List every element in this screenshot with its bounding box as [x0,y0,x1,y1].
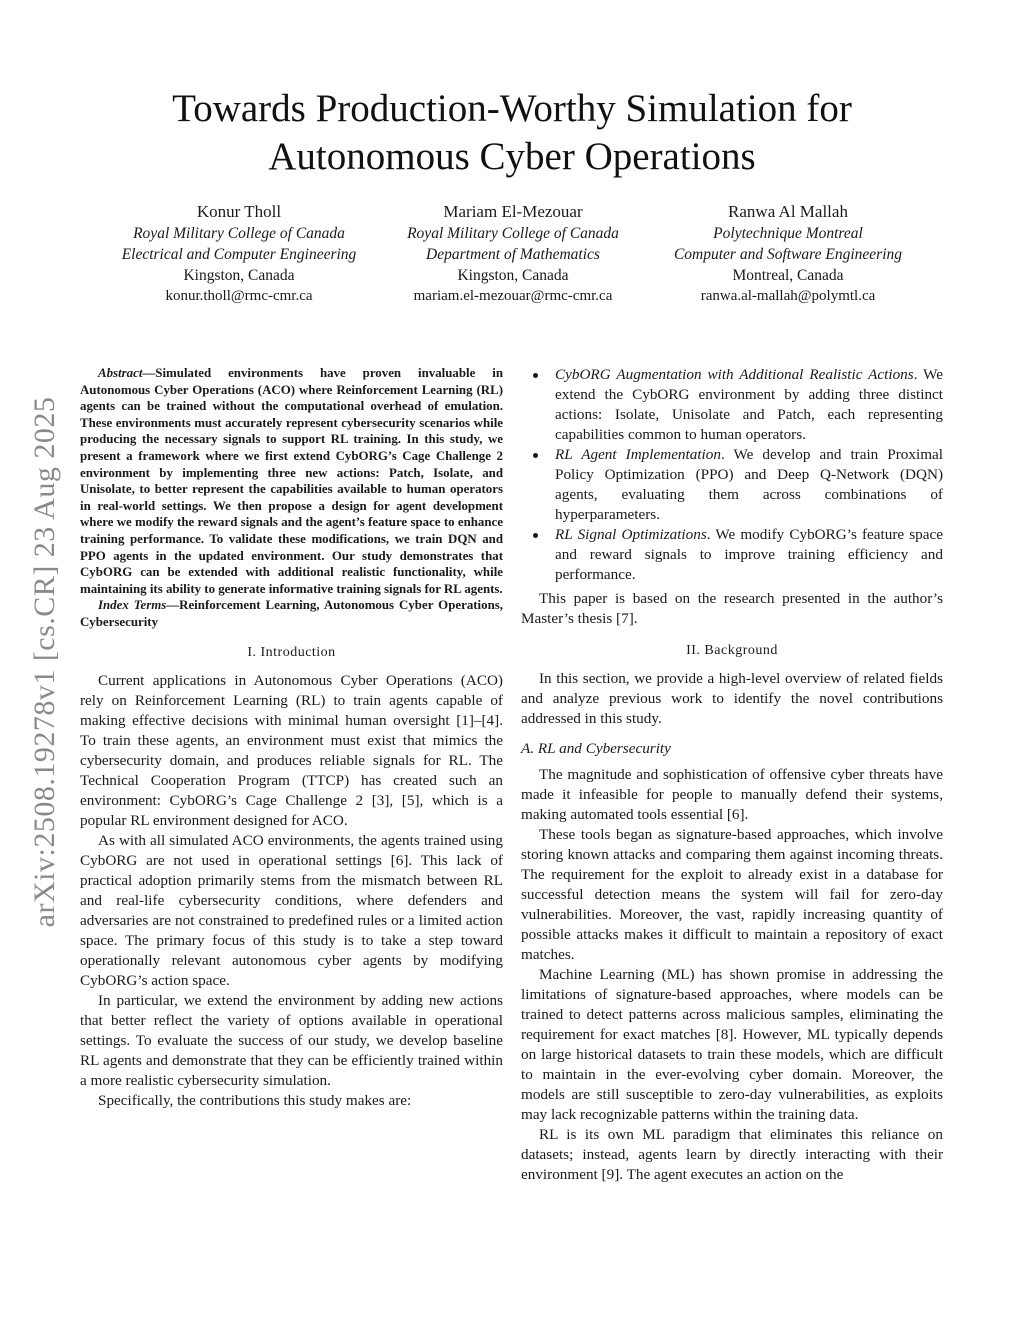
author-affiliation: Royal Military College of Canada [133,225,345,242]
author-2 [368,201,658,307]
author-name: Mariam El-Mezouar [443,202,583,221]
intro-paragraph-1: Current applications in Autonomous Cyber Operations (ACO) rely on Reinforcement Learning (RL) to train agents capable of making effective decisions with minimal human oversight [1]–[4]. To train these agents, an environment must exist that mimics the cybersecurity domain, and produces reliable signals for RL. The Technical Cooperation Program (TTCP) has created such an environment: CybORG’s Cage Challenge 2 [3], [5], which is a popular RL environment designed for ACO. [80,671,503,829]
contribution-title: RL Signal Optimizations [555,526,707,543]
author-1 [94,201,384,307]
author-affiliation: Polytechnique Montreal [713,225,863,242]
left-column [80,365,503,1111]
background-paragraph-1: In this section, we provide a high-level overview of related fields and analyze previous work to identify the novel contributions addressed in this study. [521,670,943,727]
author-location: Montreal, Canada [732,267,844,284]
index-terms-label: Index Terms [98,598,167,613]
contribution-text: . We develop and train Proximal Policy Optimization (PPO) and Deep Q-Network (DQN) agents, evaluating them across combinations of hyperparameters. [555,446,943,523]
contributions-list [521,365,943,585]
section-heading-background: II. Background [686,643,778,658]
intro-paragraph-2: As with all simulated ACO environments, the agents trained using CybORG are not used in operational settings [6]. This lack of practical adoption primarily stems from the mismatch between RL and real-life cybersecurity conditions, where defenders and adversaries are not constrained to predefined rules or a limited action space. The primary focus of this study is to take a step toward operationally relevant autonomous cyber agents by modifying CybORG’s action space. [80,831,503,989]
author-email[interactable]: mariam.el-mezouar@rmc-cmr.ca [413,288,613,304]
author-affiliation: Royal Military College of Canada [407,225,619,242]
list-item [555,525,943,585]
list-item [555,445,943,525]
section-heading-introduction: I. Introduction [247,644,336,660]
index-terms-text: —Reinforcement Learning, Autonomous Cyber Operations, Cybersecurity [80,598,503,629]
intro-paragraph-3: In particular, we extend the environment by adding new actions that better reflect the variety of options available in operational settings. To evaluate the success of our study, we develop baseline RL agents and demonstrate that they can be efficiently trained within a more realistic cybersecurity simulation. [80,991,503,1089]
intro-paragraph-4: Specifically, the contributions this study makes are: [98,1091,412,1109]
arxiv-side-stamp[interactable]: arXiv:2508.19278v1 [cs.CR] 23 Aug 2025 [28,396,61,928]
background-paragraph-2: The magnitude and sophistication of offensive cyber threats have made it infeasible for people to manually defend their systems, making automated tools essential [6]. [521,766,943,823]
abstract [80,365,503,631]
contribution-text: . We extend the CybORG environment by adding three distinct actions: Isolate, Unisolate and Patch, each representing capabilities common to human operators. [555,366,943,443]
author-location: Kingston, Canada [183,267,295,284]
author-3 [643,201,933,307]
abstract-label: Abstract [98,366,143,380]
author-email[interactable]: konur.tholl@rmc-cmr.ca [165,288,313,304]
background-paragraph-3: These tools began as signature-based approaches, which involve storing known attacks and comparing them against incoming threats. The requirement for the exploit to already exist in a database for successful detection means the system will fail for zero-day vulnerabilities. Moreover, the vast, rapidly increasing quantity of possible attacks makes it difficult to maintain a repository of exact matches. [521,826,943,963]
contribution-title: CybORG Augmentation with Additional Realistic Actions [555,366,914,383]
author-department: Department of Mathematics [426,246,600,263]
subsection-heading: A. RL and Cybersecurity [521,740,671,757]
author-department: Electrical and Computer Engineering [121,246,357,263]
contribution-text: . We modify CybORG’s feature space and reward signals to improve training efficiency and performance. [555,526,943,583]
thesis-note: This paper is based on the research presented in the author’s Master’s thesis [7]. [521,590,943,627]
author-email[interactable]: ranwa.al-mallah@polymtl.ca [700,288,876,304]
author-location: Kingston, Canada [457,267,569,284]
contribution-title: RL Agent Implementation [555,446,721,463]
paper-title: Towards Production-Worthy Simulation for Autonomous Cyber Operations [172,87,852,178]
author-name: Ranwa Al Mallah [728,202,848,221]
list-item [555,365,943,445]
background-paragraph-5: RL is its own ML paradigm that eliminates this reliance on datasets; instead, agents learn by directly interacting with their environment [9]. The agent executes an action on the [521,1126,943,1183]
abstract-text: —Simulated environments have proven invaluable in Autonomous Cyber Operations (ACO) where Reinforcement Learning (RL) agents can be trained without the computational overhead of emulation. These environments must accurately represent cybersecurity scenarios while producing the necessary signals to support RL training. In this study, we present a framework where we first extend CybORG’s Cage Challenge 2 environment by implementing three new actions: Patch, Isolate, and Unisolate, to better represent the capabilities available to human operators in real-world settings. We then propose a design for agent development where we modify the reward signals and the agent’s feature space to enhance training performance. To validate these modifications, we train DQN and PPO agents in the updated environment. Our study demonstrates that CybORG can be extended with additional realistic functionality, while maintaining its ability to generate informative training signals for RL agents. [80,366,503,596]
author-name: Konur Tholl [196,202,282,221]
author-department: Computer and Software Engineering [673,246,903,263]
background-paragraph-4: Machine Learning (ML) has shown promise in addressing the limitations of signature-based approaches, where models can be trained to detect patterns across malicious samples, eliminating the requirement for exact matches [8]. However, ML typically depends on large historical datasets to train these models, which are difficult to maintain in the ever-evolving cyber domain. Moreover, the models are still susceptible to zero-day vulnerabilities, as exploits may lack recognizable patterns within the training data. [521,966,943,1123]
right-column [521,365,943,1185]
